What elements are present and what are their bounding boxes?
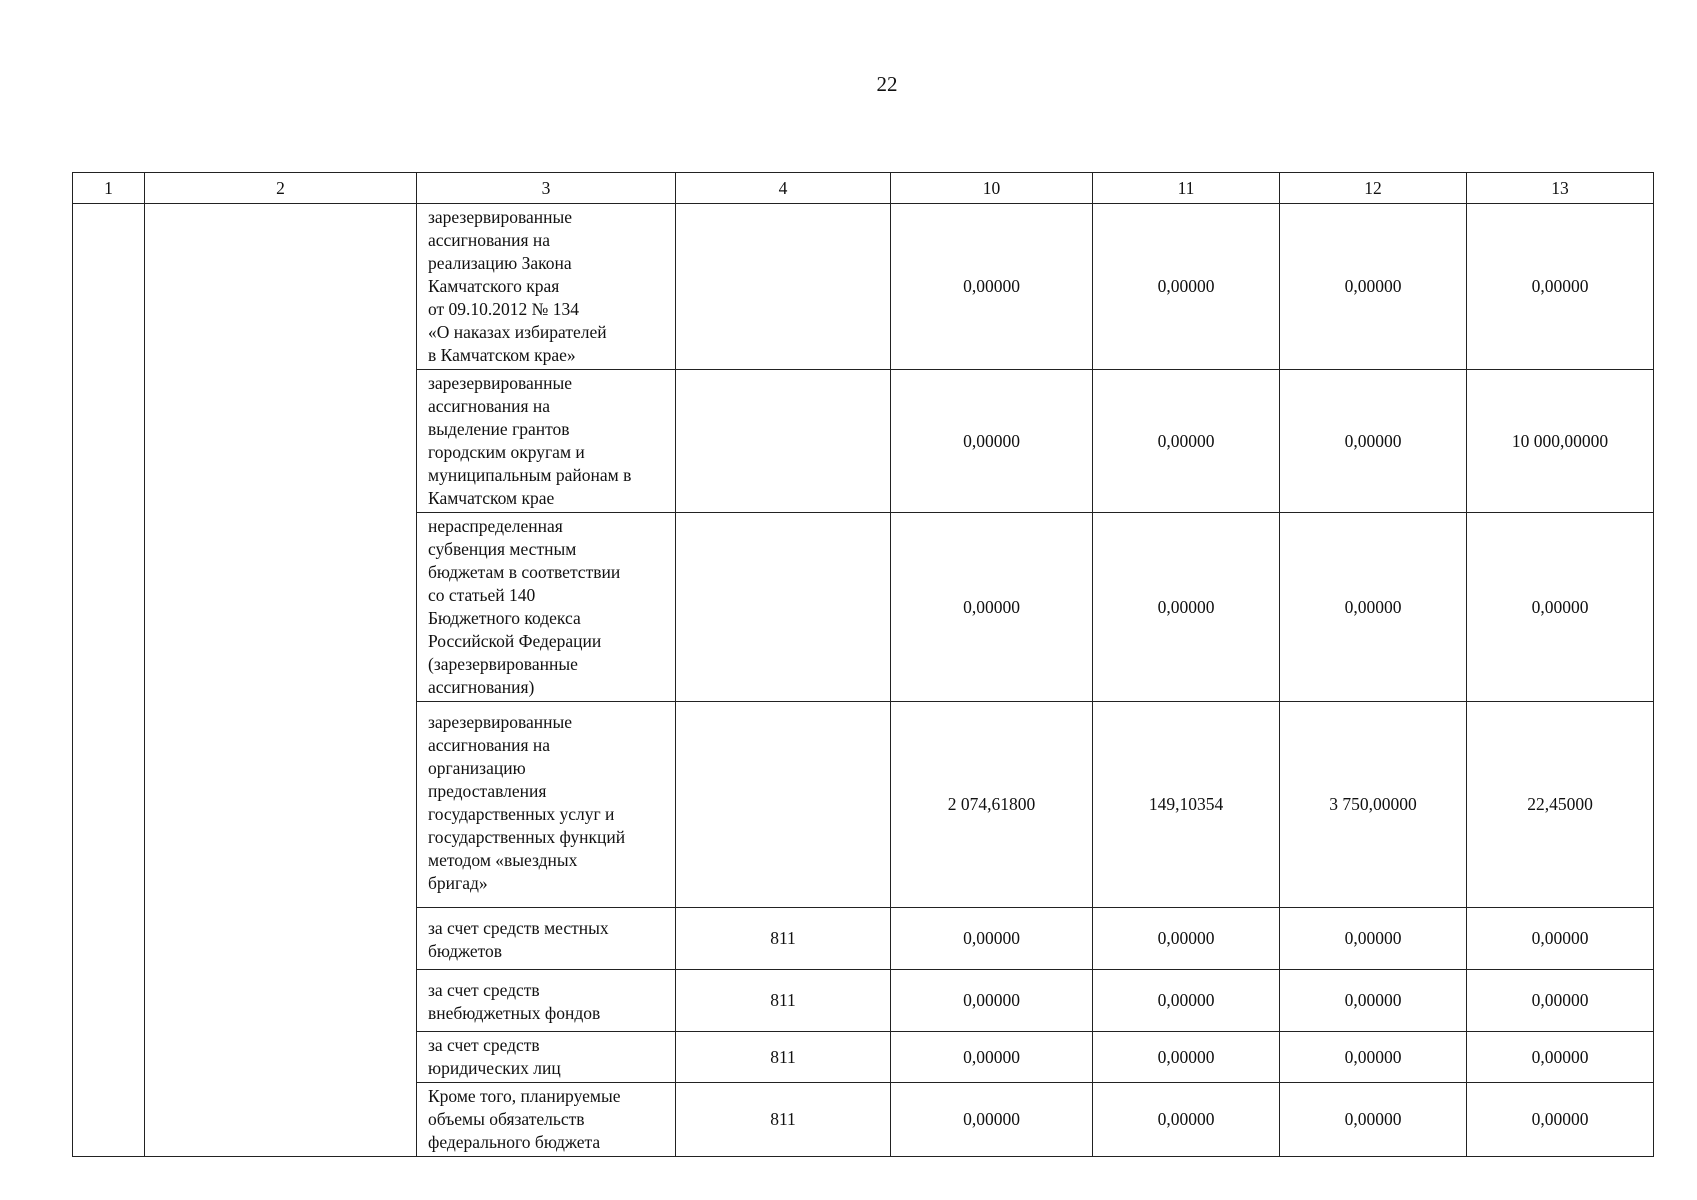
description-line: Российской Федерации <box>428 631 602 651</box>
description-line: зарезервированные <box>428 373 573 393</box>
cell-col-4: 811 <box>676 1083 891 1157</box>
cell-col-11: 0,00000 <box>1093 908 1280 970</box>
cell-col-4 <box>676 513 891 702</box>
cell-col-4 <box>676 204 891 370</box>
col-1-cell <box>73 204 145 1157</box>
description-line: объемы обязательств <box>428 1109 585 1129</box>
cell-col-11: 0,00000 <box>1093 1032 1280 1083</box>
description-line: от 09.10.2012 № 134 <box>428 299 579 319</box>
description-line: Камчатском крае <box>428 488 555 508</box>
description-line: ассигнования на <box>428 735 551 755</box>
description-line: за счет средств местных <box>428 918 609 938</box>
header-col-10: 10 <box>891 173 1093 204</box>
cell-col-12: 0,00000 <box>1280 513 1467 702</box>
description-line: городским округам и <box>428 442 585 462</box>
description-line: «О наказах избирателей <box>428 322 607 342</box>
budget-table <box>72 172 1654 1157</box>
header-col-1: 1 <box>73 173 145 204</box>
description-line: предоставления <box>428 781 547 801</box>
cell-col-11: 0,00000 <box>1093 204 1280 370</box>
description-line: ассигнования на <box>428 230 551 250</box>
description-line: Бюджетного кодекса <box>428 608 581 628</box>
cell-col-11: 0,00000 <box>1093 970 1280 1032</box>
description-line: внебюджетных фондов <box>428 1003 601 1023</box>
header-col-13: 13 <box>1467 173 1654 204</box>
col-2-cell <box>145 204 417 1157</box>
description-line: муниципальным районам в <box>428 465 632 485</box>
header-col-3: 3 <box>417 173 676 204</box>
description-line: реализацию Закона <box>428 253 572 273</box>
description-line: (зарезервированные <box>428 654 578 674</box>
description-line: зарезервированные <box>428 207 573 227</box>
description-line: субвенция местным <box>428 539 577 559</box>
cell-col-10: 0,00000 <box>891 908 1093 970</box>
cell-col-13: 10 000,00000 <box>1467 370 1654 513</box>
row-description <box>417 908 676 970</box>
description-line: ассигнования) <box>428 677 535 697</box>
cell-col-4: 811 <box>676 970 891 1032</box>
page-number: 22 <box>876 72 898 96</box>
row-description <box>417 370 676 513</box>
description-line: со статьей 140 <box>428 585 536 605</box>
description-line: федерального бюджета <box>428 1132 601 1152</box>
description-line: Камчатского края <box>428 276 560 296</box>
description-line: государственных услуг и <box>428 804 615 824</box>
description-line: юридических лиц <box>428 1058 561 1078</box>
cell-col-12: 0,00000 <box>1280 1032 1467 1083</box>
row-description <box>417 513 676 702</box>
row-description <box>417 970 676 1032</box>
row-description <box>417 1032 676 1083</box>
cell-col-11: 0,00000 <box>1093 1083 1280 1157</box>
description-line: организацию <box>428 758 526 778</box>
header-row <box>73 173 1654 204</box>
cell-col-10: 0,00000 <box>891 1083 1093 1157</box>
cell-col-4: 811 <box>676 1032 891 1083</box>
description-line: методом «выездных <box>428 850 578 870</box>
cell-col-11: 0,00000 <box>1093 513 1280 702</box>
description-line: выделение грантов <box>428 419 570 439</box>
cell-col-13: 0,00000 <box>1467 513 1654 702</box>
cell-col-12: 0,00000 <box>1280 370 1467 513</box>
cell-col-12: 0,00000 <box>1280 204 1467 370</box>
cell-col-12: 0,00000 <box>1280 1083 1467 1157</box>
cell-col-10: 0,00000 <box>891 370 1093 513</box>
row-description <box>417 702 676 908</box>
cell-col-10: 2 074,61800 <box>891 702 1093 908</box>
table-row <box>73 204 1654 370</box>
row-description <box>417 1083 676 1157</box>
description-line: ассигнования на <box>428 396 551 416</box>
cell-col-4 <box>676 370 891 513</box>
header-col-12: 12 <box>1280 173 1467 204</box>
description-line: Кроме того, планируемые <box>428 1086 621 1106</box>
row-description <box>417 204 676 370</box>
description-line: зарезервированные <box>428 712 573 732</box>
cell-col-12: 0,00000 <box>1280 908 1467 970</box>
cell-col-12: 0,00000 <box>1280 970 1467 1032</box>
cell-col-13: 0,00000 <box>1467 970 1654 1032</box>
description-line: бюджетов <box>428 941 503 961</box>
cell-col-13: 0,00000 <box>1467 908 1654 970</box>
cell-col-4 <box>676 702 891 908</box>
cell-col-13: 0,00000 <box>1467 1083 1654 1157</box>
cell-col-4: 811 <box>676 908 891 970</box>
description-line: в Камчатском крае» <box>428 345 576 365</box>
description-line: нераспределенная <box>428 516 563 536</box>
description-line: за счет средств <box>428 1035 540 1055</box>
description-line: бюджетам в соответствии <box>428 562 621 582</box>
header-col-2: 2 <box>145 173 417 204</box>
cell-col-10: 0,00000 <box>891 1032 1093 1083</box>
cell-col-13: 0,00000 <box>1467 204 1654 370</box>
description-line: бригад» <box>428 873 488 893</box>
cell-col-12: 3 750,00000 <box>1280 702 1467 908</box>
header-col-11: 11 <box>1093 173 1280 204</box>
cell-col-10: 0,00000 <box>891 204 1093 370</box>
description-line: за счет средств <box>428 980 540 1000</box>
cell-col-11: 0,00000 <box>1093 370 1280 513</box>
cell-col-10: 0,00000 <box>891 513 1093 702</box>
description-line: государственных функций <box>428 827 626 847</box>
header-col-4: 4 <box>676 173 891 204</box>
cell-col-10: 0,00000 <box>891 970 1093 1032</box>
cell-col-13: 22,45000 <box>1467 702 1654 908</box>
cell-col-11: 149,10354 <box>1093 702 1280 908</box>
cell-col-13: 0,00000 <box>1467 1032 1654 1083</box>
